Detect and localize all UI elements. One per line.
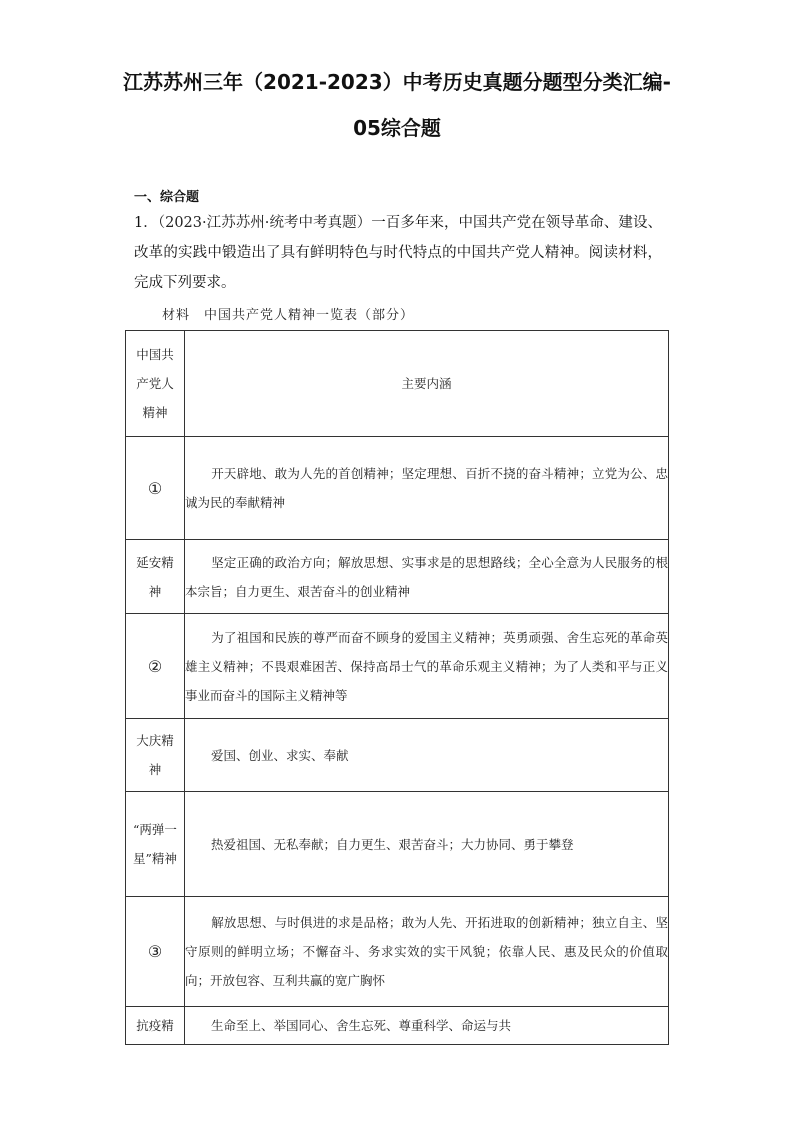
table-row	[126, 1007, 669, 1045]
question-text: 一百多年来，中国共产党在领导革命、建设、改革的实践中锻造出了具有鲜明特色与时代特点的中国共产党人精神。阅读材料，完成下列要求。	[134, 215, 663, 291]
row-content-cell: 生命至上、举国同心、舍生忘死、尊重科学、命运与共	[185, 1007, 669, 1045]
row-name-cell: 抗疫精	[126, 1007, 185, 1045]
document-title-line-1: 江苏苏州三年（2021-2023）中考历史真题分题型分类汇编-	[123, 70, 671, 94]
table-row	[126, 614, 669, 719]
row-name-cell: “两弹一星”精神	[126, 792, 185, 897]
row-name-cell: ①	[126, 437, 185, 540]
row-name-cell: 大庆精神	[126, 719, 185, 792]
question-1	[134, 208, 662, 298]
row-name-cell: ②	[126, 614, 185, 719]
row-content-cell: 为了祖国和民族的尊严而奋不顾身的爱国主义精神；英勇顽强、舍生忘死的革命英雄主义精神；不畏艰难困苦、保持高昂士气的革命乐观主义精神；为了人类和平与正义事业而奋斗的国际主义精神等	[185, 614, 669, 719]
table-row	[126, 897, 669, 1007]
table-row	[126, 540, 669, 614]
row-content-cell: 解放思想、与时俱进的求是品格；敢为人先、开拓进取的创新精神；独立自主、坚守原则的鲜明立场；不懈奋斗、务求实效的实干风貌；依靠人民、惠及民众的价值取向；开放包容、互利共赢的宽广胸怀	[185, 897, 669, 1007]
section-heading: 一、综合题	[134, 190, 200, 205]
row-content-cell: 热爱祖国、无私奉献；自力更生、艰苦奋斗；大力协同、勇于攀登	[185, 792, 669, 897]
document-title-line-2: 05综合题	[353, 116, 441, 140]
material-caption: 材料 中国共产党人精神一览表（部分）	[162, 308, 415, 323]
table-header-row	[126, 331, 669, 437]
question-source: （2023·江苏苏州·统考中考真题）	[157, 215, 372, 231]
header-content-cell: 主要内涵	[185, 331, 669, 437]
header-name-cell: 中国共产党人精神	[126, 331, 185, 437]
table-row	[126, 719, 669, 792]
row-name-cell: ③	[126, 897, 185, 1007]
spirit-table	[125, 330, 669, 1045]
table-row	[126, 792, 669, 897]
question-number: 1．	[134, 215, 158, 231]
row-content-cell: 开天辟地、敢为人先的首创精神；坚定理想、百折不挠的奋斗精神；立党为公、忠诚为民的奉献精神	[185, 437, 669, 540]
table-row	[126, 437, 669, 540]
row-content-cell: 坚定正确的政治方向；解放思想、实事求是的思想路线；全心全意为人民服务的根本宗旨；自力更生、艰苦奋斗的创业精神	[185, 540, 669, 614]
row-content-cell: 爱国、创业、求实、奉献	[185, 719, 669, 792]
row-name-cell: 延安精神	[126, 540, 185, 614]
